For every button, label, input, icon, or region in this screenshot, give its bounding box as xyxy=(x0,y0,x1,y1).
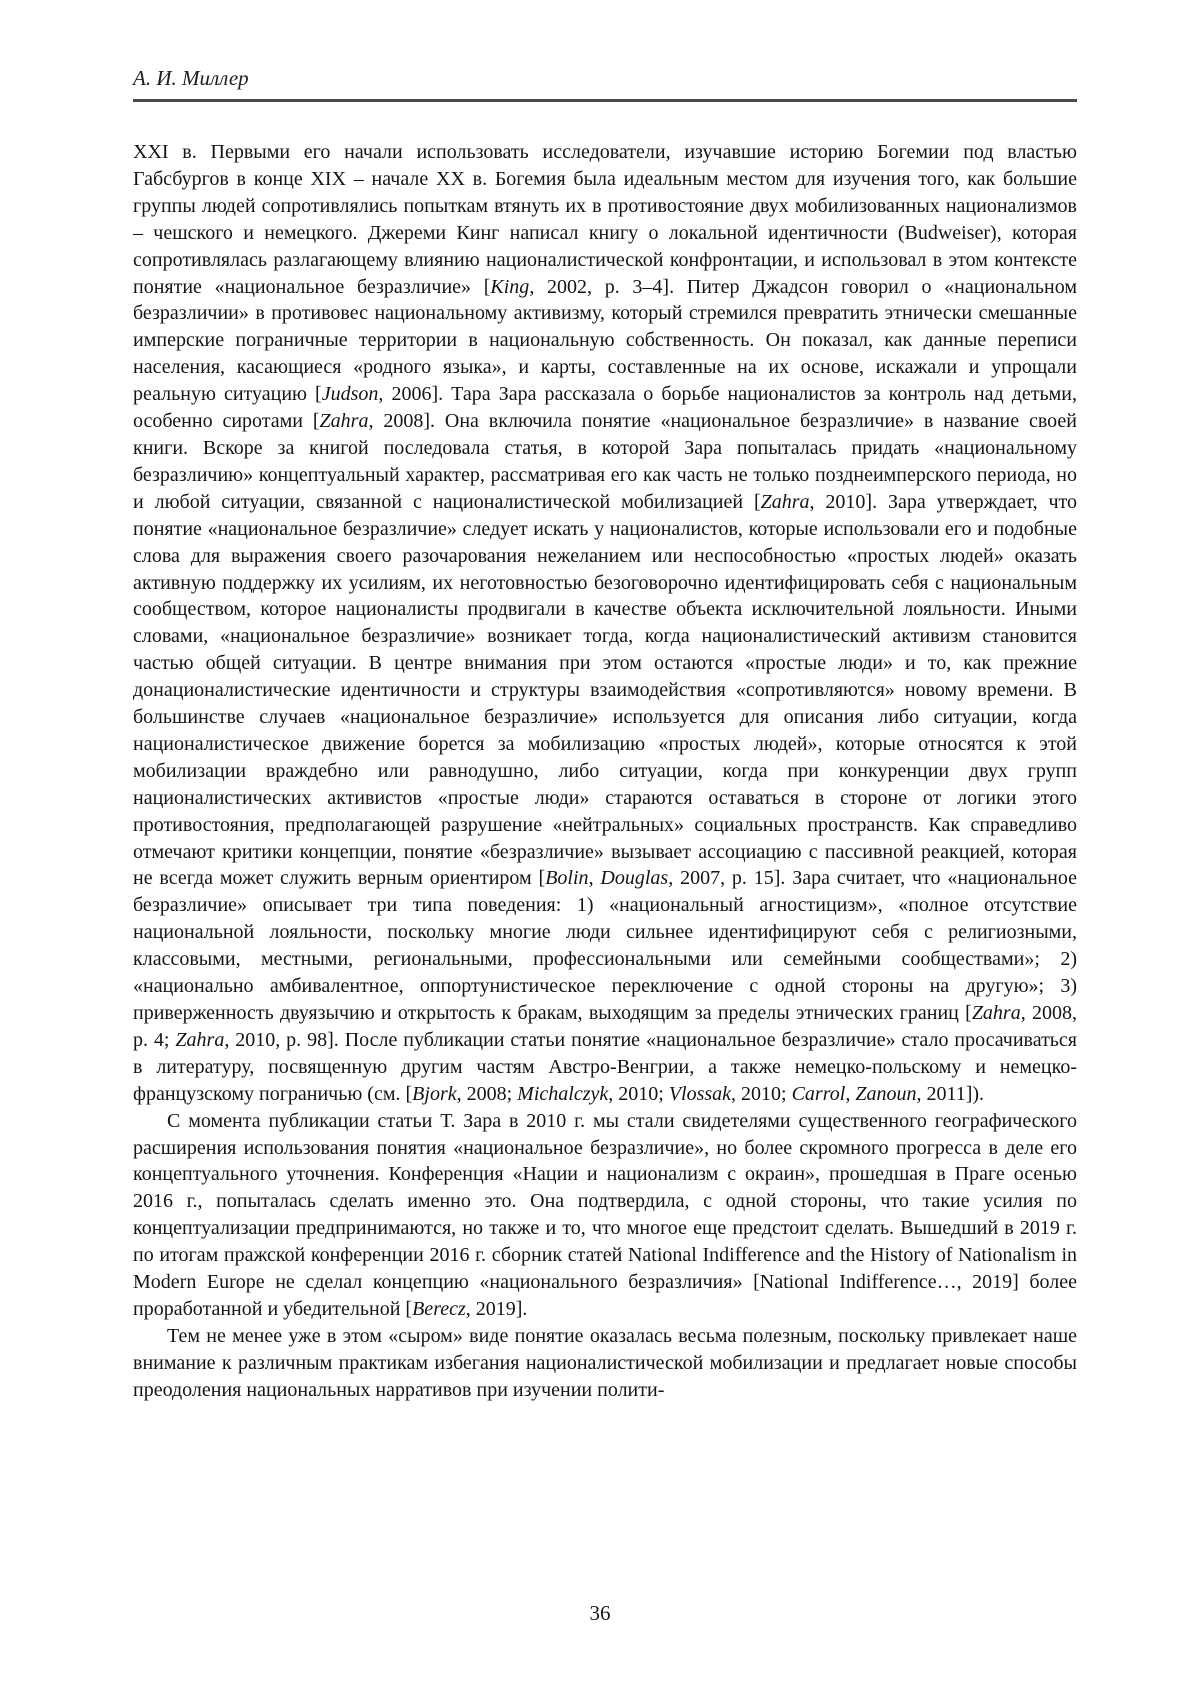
text-run: , 2006]. Тара Зара рассказала о борьбе националистов за контроль над детьми, особенно сиротами [ xyxy=(133,383,1077,433)
citation-author: Zahra xyxy=(971,1002,1021,1024)
citation-author: Zahra xyxy=(319,410,369,433)
text-run: , 2008, p. 4; xyxy=(133,1002,1078,1051)
citation-author: Zanoun xyxy=(855,1082,917,1105)
text-run: , 2010; xyxy=(731,1082,792,1105)
citation-author: Douglas xyxy=(600,867,669,890)
citation-author: Zahra xyxy=(760,490,810,513)
text-run: , 2010; xyxy=(608,1082,669,1105)
citation-author: King xyxy=(490,275,530,298)
text-run: , 2010]. Зара утверждает, что понятие «национальное безразличие» следует искать у националистов, которые использовали его и подобные слова для выражения своего разочарования нежеланием или неспособностью «простых людей» оказать активную поддержку их усилиям, их неготовностью безоговорочно идентифицировать себя с национальным сообществом, которое националисты продвигали в качестве объекта исключительной лояльности. Иными словами, «национальное безразличие» возникает тогда, когда националистический активизм становится частью общей ситуации. В центре внимания при этом остаются «простые люди» и то, как прежние донационалистические идентичности и структуры взаимодействия «сопротивляются» новому времени. В большинстве случаев «национальное безразличие» используется для описания либо ситуации, когда националистическое движение борется за мобилизацию «простых людей», которые относятся к этой мобилизации враждебно или равнодушно, либо ситуации, когда при конкуренции двух групп националистических активистов «простые люди» стараются оставаться в стороне от логики этого противостояния, предполагающей разрушение «нейтральных» социальных пространств. Как справедливо отмечают критики концепции, понятие «безразличие» вызывает ассоциацию с пассивной реакцией, которая не всегда может служить верным ориентиром [ xyxy=(133,490,1078,890)
text-run: , 2002, p. 3–4]. Питер Джадсон говорил о «национальном безразличии» в противовес национальному активизму, который стремился превратить этнически смешанные имперские пограничные территории в национальную собственность. Он показал, как данные переписи населения, касающиеся «родного языка», и карты, составленные на их основе, искажали и упрощали реальную ситуацию [ xyxy=(133,275,1077,406)
running-header-author: А. И. Миллер xyxy=(133,66,249,90)
text-run: , 2008]. Она включила понятие «национальное безразличие» в название своей книги. Вскоре за книгой последовала статья, в которой Зара попыталась придать «национальному безразличию» концептуальный характер, рассматривая его как часть не только позднеимперского периода, но и любой ситуации, связанной с националистической мобилизацией [ xyxy=(133,410,1077,513)
citation-author: Berecz xyxy=(412,1297,466,1320)
paragraph xyxy=(133,1108,1077,1323)
text-run: , xyxy=(845,1082,856,1105)
citation-author: Bolin xyxy=(545,867,589,890)
citation-author: Carrol xyxy=(791,1082,846,1105)
citation-author: Vlossak xyxy=(668,1082,732,1105)
citation-author: Michalczyk xyxy=(517,1082,609,1105)
text-run: XXI в. Первыми его начали использовать исследователи, изучавшие историю Богемии под властью Габсбургов в конце XIX – начале XX в. Богемия была идеальным местом для изучения того, как большие группы людей сопротивлялись попыткам втянуть их в противостояние двух мобилизованных национализмов – чешского и немецкого. Джереми Кинг написал книгу о локальной идентичности (Budweiser), которая сопротивлялась разлагающему влиянию националистической конфронтации, и использовал в этом контексте понятие «национальное безразличие» [ xyxy=(133,141,1077,298)
citation-author: Bjork xyxy=(412,1082,457,1105)
text-run: , 2019]. xyxy=(465,1297,528,1320)
text-run: Тем не менее уже в этом «сыром» виде понятие оказалась весьма полезным, поскольку привлекает наше внимание к различным практикам избегания националистической мобилизации и предлагает новые способы преодоления национальных нарративов при изучении полити- xyxy=(133,1324,1077,1401)
text-run: , 2007, p. 15]. Зара считает, что «национальное безразличие» описывает три типа поведения: 1) «национальный агностицизм», «полное отсутствие национальной лояльности, поскольку многие люди сильнее идентифицируют себя с религиозными, классовыми, местными, региональными, профессиональными или семейными сообществами»; 2) «национально амбивалентное, оппортунистическое переключение с одной стороны на другую»; 3) приверженность двуязычию и открытость к бракам, выходящим за пределы этнических границ [ xyxy=(133,867,1077,1024)
text-run: , 2008; xyxy=(456,1082,518,1105)
article-body xyxy=(133,139,1077,1404)
header-rule xyxy=(133,99,1077,102)
paragraph xyxy=(133,1323,1077,1404)
paragraph xyxy=(133,139,1077,1108)
text-run: С момента публикации статьи Т. Зара в 2010 г. мы стали свидетелями существенного географического расширения использования понятия «национальное безразличие», но более скромного прогресса в деле его концептуального уточнения. Конференция «Нации и национализм с окраин», прошедшая в Праге осенью 2016 г., попыталась сделать именно это. Она подтвердила, с одной стороны, что такие усилия по концептуализации предпринимаются, но также и то, что многое еще предстоит сделать. Вышедший в 2019 г. по итогам пражской конференции 2016 г. сборник статей National Indifference and the History of Nationalism in Modern Europe не сделал концепцию «национального безразличия» [National Indifference…, 2019] более проработанной и убедительной [ xyxy=(133,1109,1077,1320)
text-run: , xyxy=(588,867,601,890)
text-run: , 2010, p. 98]. После публикации статьи понятие «национальное безразличие» стало просачиваться в литературу, посвященную другим частям Австро-Венгрии, а также немецко-польскому и немецко-французскому пограничью (см. [ xyxy=(133,1028,1078,1105)
text-run: , 2011]). xyxy=(916,1082,985,1105)
citation-author: Judson xyxy=(321,383,379,406)
citation-author: Zahra xyxy=(175,1028,225,1051)
page-number: 36 xyxy=(589,1601,611,1625)
